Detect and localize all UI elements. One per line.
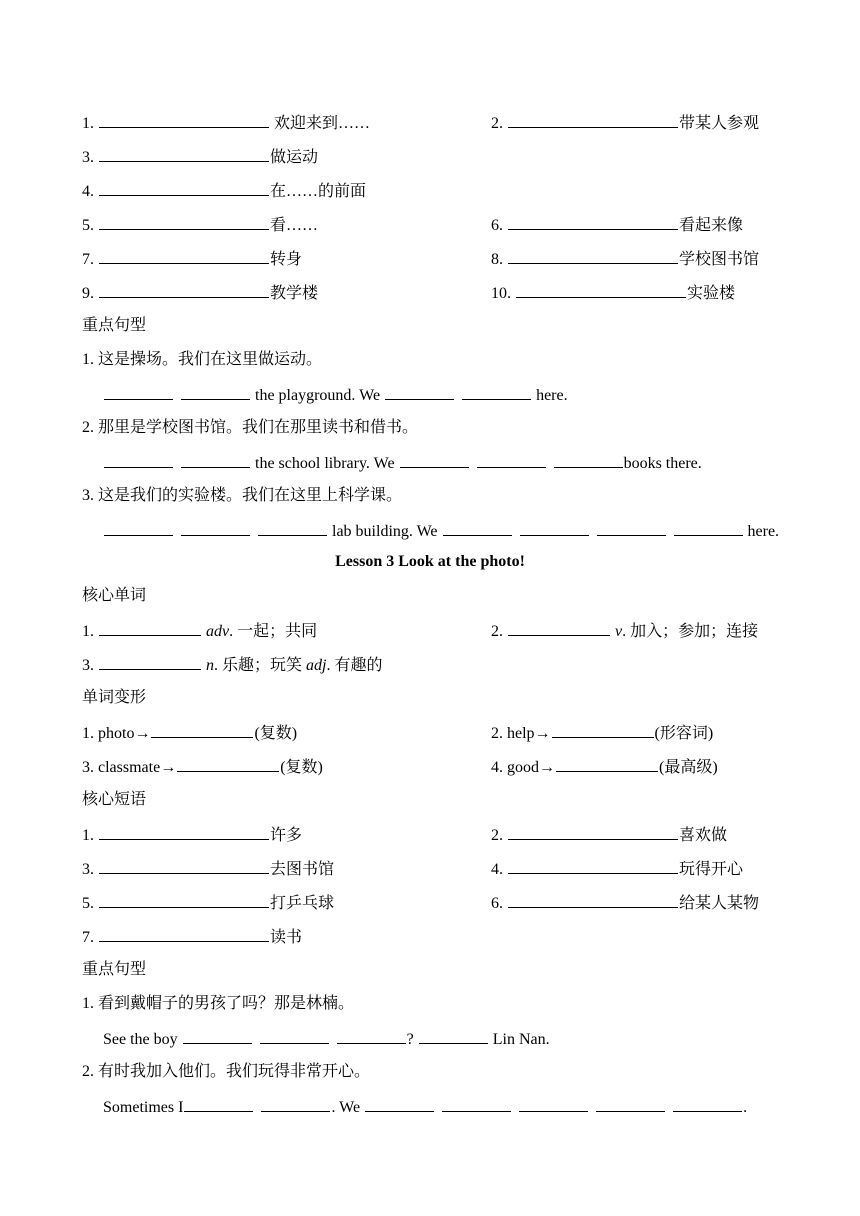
answer-blank[interactable] [508, 892, 678, 908]
sentence-text: ? [406, 1031, 418, 1048]
answer-blank[interactable] [508, 112, 678, 128]
answer-blank[interactable] [99, 146, 269, 162]
answer-blank[interactable] [261, 1096, 330, 1112]
phrase-meaning: 给某人某物 [679, 895, 760, 912]
word-meaning: . 一起；共同 [229, 623, 318, 640]
sentence-chinese: 2. 有时我加入他们。我们玩得非常开心。 [82, 1063, 371, 1080]
answer-blank[interactable] [508, 858, 678, 874]
item-number: 10. [491, 285, 515, 302]
sentence-chinese: 2. 那里是学校图书馆。我们在那里读书和借书。 [82, 419, 419, 436]
item-number: 5. [82, 895, 98, 912]
sentence-text: lab building. We [328, 523, 442, 540]
phrase-row [82, 180, 366, 202]
phrase-meaning: 打乒乓球 [270, 895, 335, 912]
phrase-meaning: 做运动 [270, 149, 319, 166]
answer-blank[interactable] [520, 520, 589, 536]
section-heading: 重点句型 [82, 961, 147, 978]
section-heading: 核心短语 [82, 791, 147, 808]
answer-blank[interactable] [99, 824, 269, 840]
answer-blank[interactable] [442, 1096, 511, 1112]
item-number: 1. [82, 115, 98, 132]
phrase-row [82, 214, 744, 236]
item-number: 3. [82, 149, 98, 166]
word-hint: (形容词) [654, 725, 714, 742]
answer-blank[interactable] [99, 248, 269, 264]
item-number: 3. [82, 861, 98, 878]
sentence-text: . We [331, 1099, 365, 1116]
sentence-english [103, 452, 702, 474]
word-meaning: . 加入；参加；连接 [622, 623, 759, 640]
phrase-row [82, 926, 302, 948]
section-heading: 核心单词 [82, 587, 147, 604]
sentence-text: Lin Nan. [488, 1031, 550, 1048]
phrase-meaning: 去图书馆 [270, 861, 335, 878]
answer-blank[interactable] [508, 620, 610, 636]
phrase-meaning: 转身 [270, 251, 303, 268]
answer-blank[interactable] [104, 384, 173, 400]
answer-blank[interactable] [597, 520, 666, 536]
answer-blank[interactable] [181, 520, 250, 536]
phrase-row [82, 824, 728, 846]
item-number: 4. [491, 861, 507, 878]
part-of-speech: v [615, 623, 623, 640]
answer-blank[interactable] [99, 858, 269, 874]
phrase-row [82, 248, 760, 270]
answer-blank[interactable] [516, 282, 686, 298]
sentence-text: the playground. We [251, 387, 385, 404]
answer-blank[interactable] [673, 1096, 742, 1112]
phrase-meaning: 看…… [270, 217, 319, 234]
answer-blank[interactable] [258, 520, 327, 536]
answer-blank[interactable] [183, 1028, 252, 1044]
answer-blank[interactable] [99, 282, 269, 298]
word-hint: (复数) [254, 725, 298, 742]
answer-blank[interactable] [477, 452, 546, 468]
answer-blank[interactable] [181, 384, 250, 400]
answer-blank[interactable] [99, 926, 269, 942]
answer-blank[interactable] [552, 722, 654, 738]
item-number: 6. [491, 895, 507, 912]
answer-blank[interactable] [443, 520, 512, 536]
phrase-meaning: 在……的前面 [270, 183, 367, 200]
answer-blank[interactable] [99, 180, 269, 196]
word-row [82, 620, 759, 642]
phrase-meaning: 喜欢做 [679, 827, 728, 844]
sentence-text: . [743, 1099, 748, 1116]
answer-blank[interactable] [99, 892, 269, 908]
item-number: 9. [82, 285, 98, 302]
answer-blank[interactable] [177, 756, 279, 772]
answer-blank[interactable] [260, 1028, 329, 1044]
part-of-speech: adj [306, 657, 327, 674]
sentence-text: here. [743, 523, 780, 540]
word-prompt: 1. photo→ [82, 725, 151, 742]
section-heading: 单词变形 [82, 689, 147, 706]
answer-blank[interactable] [556, 756, 658, 772]
item-number: 2. [491, 623, 507, 640]
phrase-meaning: 带某人参观 [679, 115, 760, 132]
sentence-english [103, 1028, 550, 1050]
answer-blank[interactable] [554, 452, 623, 468]
word-meaning: . 乐趣；玩笑 [214, 657, 307, 674]
item-number: 2. [491, 827, 507, 844]
word-form-row [82, 722, 714, 744]
answer-blank[interactable] [596, 1096, 665, 1112]
section-heading: 重点句型 [82, 317, 147, 334]
word-hint: (最高级) [659, 759, 718, 776]
answer-blank[interactable] [151, 722, 253, 738]
answer-blank[interactable] [508, 214, 678, 230]
phrase-meaning: 欢迎来到…… [270, 115, 371, 132]
phrase-row [82, 282, 736, 304]
sentence-text: here. [532, 387, 568, 404]
sentence-text: the school library. We [251, 455, 399, 472]
item-number: 6. [491, 217, 507, 234]
part-of-speech: adv [206, 623, 230, 640]
item-number: 8. [491, 251, 507, 268]
phrase-meaning: 读书 [270, 929, 303, 946]
sentence-english [103, 520, 779, 542]
item-number: 4. [82, 183, 98, 200]
answer-blank[interactable] [184, 1096, 253, 1112]
sentence-chinese: 1. 看到戴帽子的男孩了吗？那是林楠。 [82, 995, 355, 1012]
word-form-row [82, 756, 718, 778]
answer-blank[interactable] [400, 452, 469, 468]
phrase-meaning: 学校图书馆 [679, 251, 760, 268]
word-prompt: 2. help→ [491, 725, 551, 742]
answer-blank[interactable] [99, 112, 269, 128]
phrase-row [82, 892, 760, 914]
answer-blank[interactable] [385, 384, 454, 400]
item-number: 1. [82, 827, 98, 844]
answer-blank[interactable] [181, 452, 250, 468]
sentence-text: Sometimes I [103, 1099, 184, 1116]
phrase-meaning: 看起来像 [679, 217, 744, 234]
sentence-text: See the boy [103, 1031, 182, 1048]
sentence-chinese: 3. 这是我们的实验楼。我们在这里上科学课。 [82, 487, 403, 504]
phrase-row [82, 146, 318, 168]
word-hint: (复数) [280, 759, 323, 776]
word-row [82, 654, 382, 676]
item-number: 5. [82, 217, 98, 234]
answer-blank[interactable] [337, 1028, 406, 1044]
answer-blank[interactable] [462, 384, 531, 400]
lesson-title: Lesson 3 Look at the photo! [335, 553, 525, 570]
answer-blank[interactable] [508, 824, 678, 840]
answer-blank[interactable] [365, 1096, 434, 1112]
phrase-meaning: 实验楼 [687, 285, 736, 302]
phrase-meaning: 教学楼 [270, 285, 319, 302]
answer-blank[interactable] [419, 1028, 488, 1044]
part-of-speech: n [206, 657, 214, 674]
answer-blank[interactable] [99, 620, 201, 636]
phrase-meaning: 玩得开心 [679, 861, 744, 878]
word-prompt: 4. good→ [491, 759, 555, 776]
phrase-row [82, 112, 760, 134]
sentence-english [103, 384, 568, 406]
sentence-english [103, 1096, 747, 1118]
sentence-chinese: 1. 这是操场。我们在这里做运动。 [82, 351, 323, 368]
word-meaning: . 有趣的 [326, 657, 383, 674]
sentence-text: books there. [623, 455, 702, 472]
item-number: 1. [82, 623, 98, 640]
answer-blank[interactable] [104, 452, 173, 468]
answer-blank[interactable] [99, 214, 269, 230]
answer-blank[interactable] [508, 248, 678, 264]
word-prompt: 3. classmate→ [82, 759, 177, 776]
item-number: 3. [82, 657, 98, 674]
answer-blank[interactable] [519, 1096, 588, 1112]
answer-blank[interactable] [674, 520, 743, 536]
item-number: 7. [82, 251, 98, 268]
item-number: 2. [491, 115, 507, 132]
phrase-meaning: 许多 [270, 827, 303, 844]
answer-blank[interactable] [99, 654, 201, 670]
phrase-row [82, 858, 744, 880]
answer-blank[interactable] [104, 520, 173, 536]
item-number: 7. [82, 929, 98, 946]
